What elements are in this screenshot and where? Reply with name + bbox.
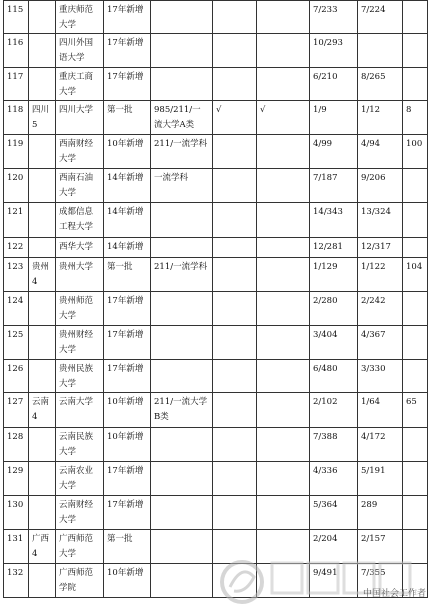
ranking-table bbox=[3, 0, 428, 598]
type-cell: 211/一流学科 bbox=[151, 258, 213, 292]
type-cell bbox=[151, 203, 213, 238]
table-row bbox=[4, 462, 428, 496]
rank-cell-2: 9/206 bbox=[358, 169, 403, 203]
type-cell: 211/一流学科 bbox=[151, 135, 213, 169]
check-cell-2 bbox=[257, 496, 310, 530]
province-cell bbox=[29, 1, 56, 34]
watermark-caption: 中国社会工作者 bbox=[362, 589, 426, 599]
row-number: 122 bbox=[4, 238, 29, 258]
rank-cell-2: 12/317 bbox=[358, 238, 403, 258]
row-number: 125 bbox=[4, 326, 29, 360]
check-cell-2 bbox=[257, 68, 310, 101]
rank-cell-1: 7/187 bbox=[310, 169, 358, 203]
watermark-logo bbox=[216, 555, 426, 609]
check-cell-1 bbox=[213, 326, 257, 360]
batch-cell: 17年新增 bbox=[104, 34, 151, 68]
rank-cell-2 bbox=[358, 34, 403, 68]
check-cell-2 bbox=[257, 34, 310, 68]
rank-cell-1: 1/9 bbox=[310, 101, 358, 135]
check-cell-1 bbox=[213, 238, 257, 258]
batch-cell: 第一批 bbox=[104, 101, 151, 135]
rank-cell-1: 10/293 bbox=[310, 34, 358, 68]
type-cell bbox=[151, 564, 213, 598]
table-row bbox=[4, 1, 428, 34]
batch-cell: 17年新增 bbox=[104, 1, 151, 34]
university-name: 重庆工商大学 bbox=[56, 68, 104, 101]
rank-cell-1: 3/404 bbox=[310, 326, 358, 360]
rank-cell-2: 1/12 bbox=[358, 101, 403, 135]
score-cell: 104 bbox=[403, 258, 428, 292]
rank-cell-1: 9/491 bbox=[310, 564, 358, 598]
table-row bbox=[4, 203, 428, 238]
rank-cell-1: 5/364 bbox=[310, 496, 358, 530]
table-row bbox=[4, 135, 428, 169]
row-number: 120 bbox=[4, 169, 29, 203]
score-cell bbox=[403, 496, 428, 530]
check-cell-2 bbox=[257, 326, 310, 360]
check-cell-2 bbox=[257, 462, 310, 496]
batch-cell: 10年新增 bbox=[104, 135, 151, 169]
province-cell bbox=[29, 135, 56, 169]
batch-cell: 17年新增 bbox=[104, 68, 151, 101]
province-cell bbox=[29, 428, 56, 462]
check-cell-1 bbox=[213, 203, 257, 238]
score-cell: 65 bbox=[403, 393, 428, 428]
score-cell bbox=[403, 203, 428, 238]
row-number: 116 bbox=[4, 34, 29, 68]
university-name: 广西师范学院 bbox=[56, 564, 104, 598]
type-cell bbox=[151, 1, 213, 34]
province-cell bbox=[29, 203, 56, 238]
batch-cell: 17年新增 bbox=[104, 462, 151, 496]
table-row bbox=[4, 428, 428, 462]
batch-cell: 第一批 bbox=[104, 530, 151, 564]
batch-cell: 17年新增 bbox=[104, 360, 151, 393]
score-cell bbox=[403, 326, 428, 360]
type-cell: 985/211/一流大学A类 bbox=[151, 101, 213, 135]
check-cell-2: √ bbox=[257, 101, 310, 135]
check-cell-2 bbox=[257, 203, 310, 238]
type-cell bbox=[151, 496, 213, 530]
watermark-emblem-icon bbox=[222, 562, 262, 602]
row-number: 128 bbox=[4, 428, 29, 462]
rank-cell-1: 12/281 bbox=[310, 238, 358, 258]
check-cell-2 bbox=[257, 169, 310, 203]
row-number: 118 bbox=[4, 101, 29, 135]
type-cell bbox=[151, 34, 213, 68]
check-cell-1 bbox=[213, 428, 257, 462]
rank-cell-2: 4/94 bbox=[358, 135, 403, 169]
province-cell bbox=[29, 462, 56, 496]
score-cell bbox=[403, 169, 428, 203]
rank-cell-1: 2/204 bbox=[310, 530, 358, 564]
rank-cell-2: 2/242 bbox=[358, 292, 403, 326]
score-cell bbox=[403, 292, 428, 326]
batch-cell: 17年新增 bbox=[104, 496, 151, 530]
check-cell-1 bbox=[213, 393, 257, 428]
batch-cell: 10年新增 bbox=[104, 564, 151, 598]
batch-cell: 10年新增 bbox=[104, 393, 151, 428]
check-cell-2 bbox=[257, 292, 310, 326]
row-number: 127 bbox=[4, 393, 29, 428]
rank-cell-1: 2/102 bbox=[310, 393, 358, 428]
university-name: 重庆师范大学 bbox=[56, 1, 104, 34]
row-number: 129 bbox=[4, 462, 29, 496]
row-number: 121 bbox=[4, 203, 29, 238]
province-cell bbox=[29, 292, 56, 326]
type-cell bbox=[151, 360, 213, 393]
check-cell-1 bbox=[213, 169, 257, 203]
province-cell: 云南4 bbox=[29, 393, 56, 428]
rank-cell-2: 1/64 bbox=[358, 393, 403, 428]
type-cell bbox=[151, 68, 213, 101]
batch-cell: 14年新增 bbox=[104, 203, 151, 238]
university-name: 云南农业大学 bbox=[56, 462, 104, 496]
score-cell: 100 bbox=[403, 135, 428, 169]
province-cell: 四川5 bbox=[29, 101, 56, 135]
rank-cell-2: 1/122 bbox=[358, 258, 403, 292]
university-name: 贵州民族大学 bbox=[56, 360, 104, 393]
table-row bbox=[4, 68, 428, 101]
university-name: 广西师范大学 bbox=[56, 530, 104, 564]
province-cell bbox=[29, 169, 56, 203]
type-cell: 一流学科 bbox=[151, 169, 213, 203]
check-cell-2 bbox=[257, 1, 310, 34]
type-cell bbox=[151, 292, 213, 326]
university-name: 贵州师范大学 bbox=[56, 292, 104, 326]
check-cell-1 bbox=[213, 496, 257, 530]
rank-cell-1: 7/233 bbox=[310, 1, 358, 34]
university-name: 贵州财经大学 bbox=[56, 326, 104, 360]
table-row bbox=[4, 496, 428, 530]
province-cell: 广西4 bbox=[29, 530, 56, 564]
batch-cell: 第一批 bbox=[104, 258, 151, 292]
rank-cell-1: 4/336 bbox=[310, 462, 358, 496]
batch-cell: 14年新增 bbox=[104, 169, 151, 203]
rank-cell-1: 7/388 bbox=[310, 428, 358, 462]
province-cell bbox=[29, 564, 56, 598]
rank-cell-1: 14/343 bbox=[310, 203, 358, 238]
university-name: 四川外国语大学 bbox=[56, 34, 104, 68]
rank-cell-1: 4/99 bbox=[310, 135, 358, 169]
row-number: 131 bbox=[4, 530, 29, 564]
check-cell-1 bbox=[213, 68, 257, 101]
type-cell bbox=[151, 326, 213, 360]
rank-cell-1: 6/210 bbox=[310, 68, 358, 101]
score-cell bbox=[403, 238, 428, 258]
check-cell-1 bbox=[213, 34, 257, 68]
university-name: 四川大学 bbox=[56, 101, 104, 135]
rank-cell-1: 6/480 bbox=[310, 360, 358, 393]
score-cell: 8 bbox=[403, 101, 428, 135]
row-number: 130 bbox=[4, 496, 29, 530]
check-cell-2 bbox=[257, 360, 310, 393]
check-cell-1 bbox=[213, 360, 257, 393]
row-number: 126 bbox=[4, 360, 29, 393]
score-cell bbox=[403, 360, 428, 393]
score-cell bbox=[403, 34, 428, 68]
batch-cell: 10年新增 bbox=[104, 428, 151, 462]
row-number: 123 bbox=[4, 258, 29, 292]
type-cell bbox=[151, 530, 213, 564]
row-number: 115 bbox=[4, 1, 29, 34]
rank-cell-2: 5/191 bbox=[358, 462, 403, 496]
type-cell: 211/一流大学B类 bbox=[151, 393, 213, 428]
university-name: 西华大学 bbox=[56, 238, 104, 258]
rank-cell-2: 289 bbox=[358, 496, 403, 530]
university-name: 云南民族大学 bbox=[56, 428, 104, 462]
rank-cell-2: 13/324 bbox=[358, 203, 403, 238]
type-cell bbox=[151, 462, 213, 496]
check-cell-1: √ bbox=[213, 101, 257, 135]
province-cell bbox=[29, 68, 56, 101]
rank-cell-2: 7/355 bbox=[358, 564, 403, 598]
row-number: 117 bbox=[4, 68, 29, 101]
table-row bbox=[4, 393, 428, 428]
check-cell-2 bbox=[257, 258, 310, 292]
rank-cell-2: 7/224 bbox=[358, 1, 403, 34]
table-row bbox=[4, 326, 428, 360]
rank-cell-2: 4/172 bbox=[358, 428, 403, 462]
province-cell bbox=[29, 360, 56, 393]
score-cell bbox=[403, 1, 428, 34]
university-name: 云南财经大学 bbox=[56, 496, 104, 530]
check-cell-2 bbox=[257, 393, 310, 428]
university-name: 贵州大学 bbox=[56, 258, 104, 292]
rank-cell-2: 3/330 bbox=[358, 360, 403, 393]
table-row bbox=[4, 238, 428, 258]
check-cell-1 bbox=[213, 1, 257, 34]
table-row bbox=[4, 258, 428, 292]
check-cell-1 bbox=[213, 135, 257, 169]
type-cell bbox=[151, 428, 213, 462]
rank-cell-2: 2/157 bbox=[358, 530, 403, 564]
row-number: 124 bbox=[4, 292, 29, 326]
check-cell-2 bbox=[257, 135, 310, 169]
check-cell-2 bbox=[257, 238, 310, 258]
province-cell: 贵州4 bbox=[29, 258, 56, 292]
score-cell bbox=[403, 462, 428, 496]
watermark-emblem-swirl bbox=[230, 572, 254, 591]
row-number: 119 bbox=[4, 135, 29, 169]
table-row bbox=[4, 101, 428, 135]
score-cell bbox=[403, 68, 428, 101]
university-name: 西南石油大学 bbox=[56, 169, 104, 203]
province-cell bbox=[29, 326, 56, 360]
check-cell-1 bbox=[213, 462, 257, 496]
check-cell-2 bbox=[257, 428, 310, 462]
province-cell bbox=[29, 238, 56, 258]
table-row bbox=[4, 169, 428, 203]
table-body bbox=[4, 1, 428, 598]
check-cell-1 bbox=[213, 292, 257, 326]
batch-cell: 14年新增 bbox=[104, 238, 151, 258]
university-name: 成都信息工程大学 bbox=[56, 203, 104, 238]
table-row bbox=[4, 292, 428, 326]
rank-cell-1: 1/129 bbox=[310, 258, 358, 292]
rank-cell-1: 2/280 bbox=[310, 292, 358, 326]
check-cell-1 bbox=[213, 258, 257, 292]
batch-cell: 17年新增 bbox=[104, 292, 151, 326]
province-cell bbox=[29, 34, 56, 68]
university-table bbox=[3, 0, 427, 598]
rank-cell-2: 4/367 bbox=[358, 326, 403, 360]
type-cell bbox=[151, 238, 213, 258]
rank-cell-2: 8/265 bbox=[358, 68, 403, 101]
table-row bbox=[4, 360, 428, 393]
score-cell bbox=[403, 428, 428, 462]
table-row bbox=[4, 34, 428, 68]
batch-cell: 17年新增 bbox=[104, 326, 151, 360]
row-number: 132 bbox=[4, 564, 29, 598]
university-name: 西南财经大学 bbox=[56, 135, 104, 169]
university-name: 云南大学 bbox=[56, 393, 104, 428]
province-cell bbox=[29, 496, 56, 530]
